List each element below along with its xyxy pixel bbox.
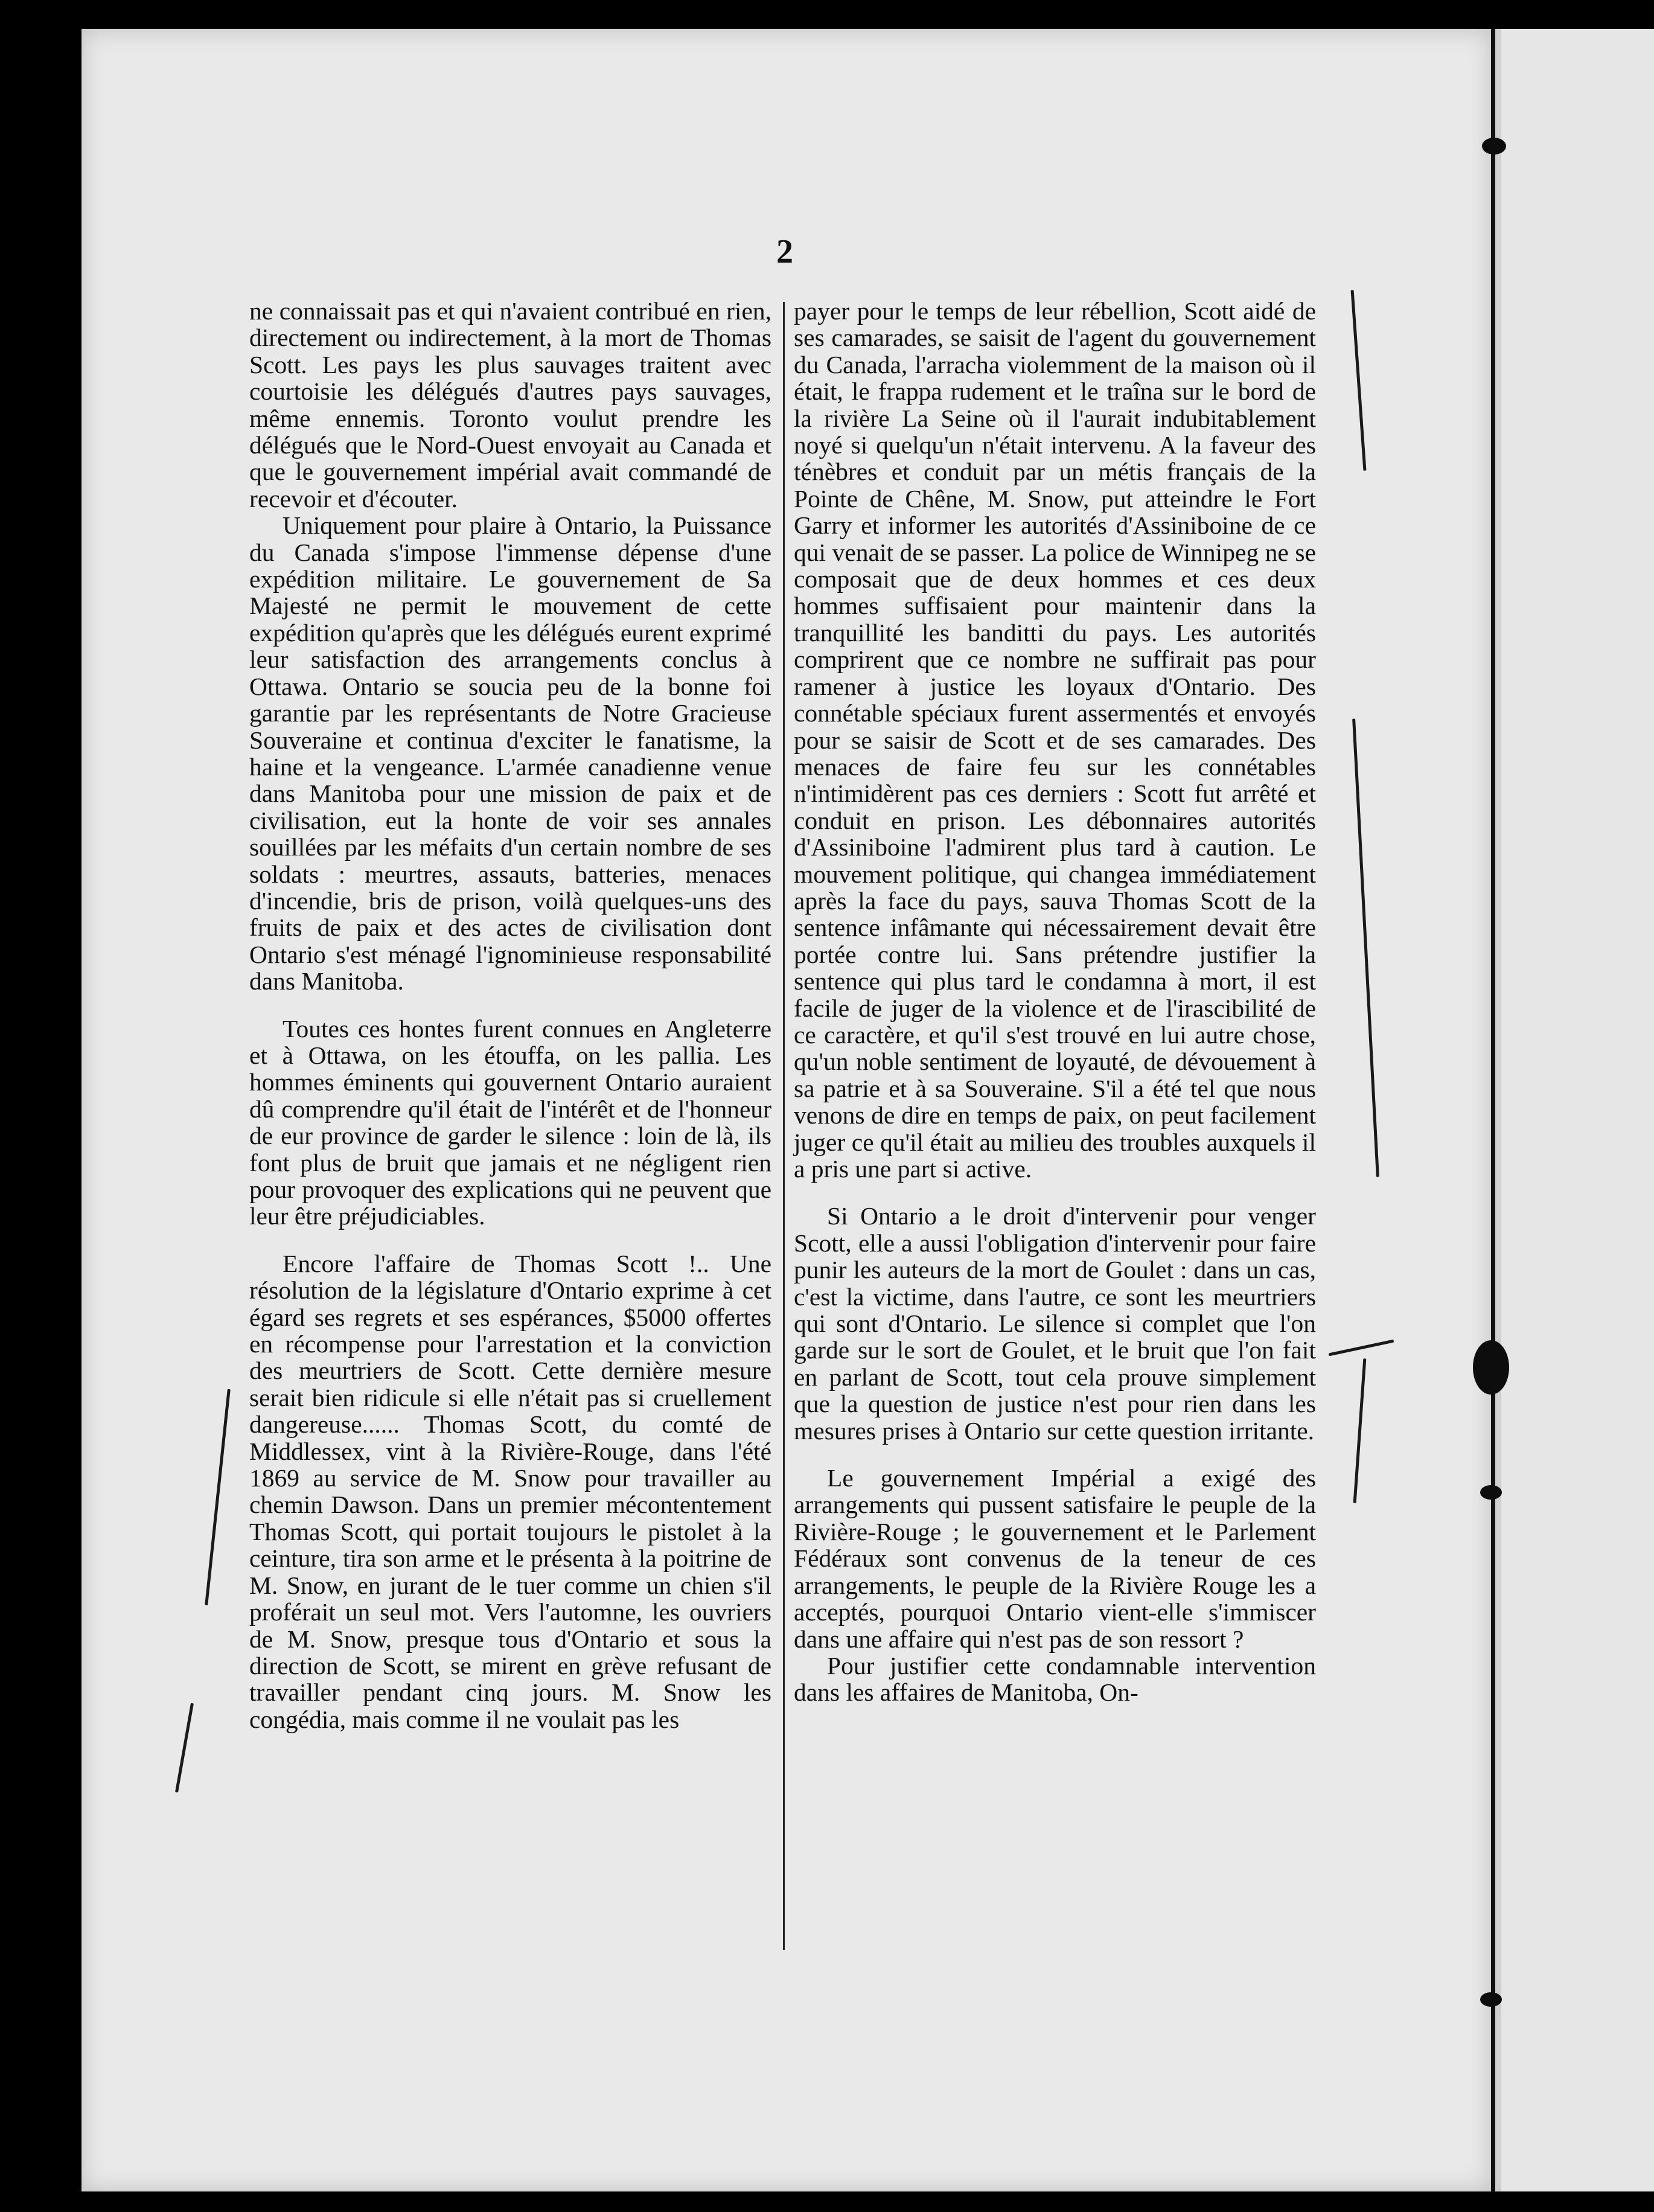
left-column (249, 298, 771, 1733)
right-column (794, 298, 1316, 1706)
binding-hole (1473, 1340, 1509, 1395)
paragraph: ne connaissait pas et qui n'avaient contribué en rien, directement ou indirectement, à la mort de Thomas Scott. Les pays les plus sauvages traitent avec courtoisie les délégués d'autres pays sauvages, même ennemis. Toronto voulut prendre les délégués que le Nord-Ouest envoyait au Canada et que le gouvernement impérial avait commandé de recevoir et d'écouter. (249, 297, 771, 513)
page-edge (1491, 29, 1495, 2191)
paragraph: Le gouvernement Impérial a exigé des arrangements qui pussent satisfaire le peuple de la Rivière-Rouge ; le gouvernement et le Parlement Fédéraux sont convenus de la teneur de ces arrangements, le peuple de la Rivière Rouge les a acceptés, pourquoi Ontario vient-elle s'immiscer dans une affaire qui n'est pas de son ressort ? (794, 1464, 1316, 1653)
paragraph: Uniquement pour plaire à Ontario, la Puissance du Canada s'impose l'immense dépense d'une expédition militaire. Le gouvernement de Sa Majesté ne permit le mouvement de cette expédition qu'après que les délégués eurent exprimé leur satisfaction des arrangements conclus à Ottawa. Ontario se soucia peu de la bonne foi garantie par les représentants de Notre Gracieuse Souveraine et continua d'exciter le fanatisme, la haine et la vengeance. L'armée canadienne venue dans Manitoba pour une mission de paix et de civilisation, eut la honte de voir ses annales souillées par les méfaits d'un certain nombre de ses soldats : meurtres, assauts, batteries, menaces d'incendie, bris de prison, voilà quelques-uns des fruits de paix et des actes de civilisation dont Ontario s'est ménagé l'ignominieuse responsabilité dans Manitoba. (249, 511, 771, 996)
adjacent-page-margin (1495, 29, 1654, 2191)
binding-hole (1480, 1992, 1502, 2007)
binding-hole (1480, 1485, 1502, 1500)
paragraph: Pour justifier cette condamnable intervention dans les affaires de Manitoba, On- (794, 1651, 1316, 1707)
paragraph: Encore l'affaire de Thomas Scott !.. Une résolution de la législature d'Ontario exprime à cet égard ses regrets et ses espérances, $5000 offertes en récompense pour l'arrestation et la conviction des meurtriers de Scott. Cette dernière mesure serait bien ridicule si elle n'était pas si cruellement dangereuse...... Thomas Scott, du comté de Middlessex, vint à la Rivière-Rouge, dans l'été 1869 au service de M. Snow pour travailler au chemin Dawson. Dans un premier mécontentement Thomas Scott, qui portait toujours le pistolet à la ceinture, tira son arme et le présenta à la poitrine de M. Snow, en jurant de le tuer comme un chien s'il proférait un seul mot. Vers l'automne, les ouvriers de M. Snow, presque tous d'Ontario et sous la direction de Scott, se mirent en grève refusant de travailler pendant cinq jours. M. Snow les congédia, mais comme il ne voulait pas les (249, 1249, 771, 1733)
paragraph: Si Ontario a le droit d'intervenir pour venger Scott, elle a aussi l'obligation d'intervenir pour faire punir les auteurs de la mort de Goulet : dans un cas, c'est la victime, dans l'autre, ce sont les meurtriers qui sont d'Ontario. Le silence si complet que l'on garde sur le sort de Goulet, et le bruit que l'on fait en parlant de Scott, tout cela prouve simplement que la question de justice n'est pour rien dans les mesures prises à Ontario sur cette question irritante. (794, 1202, 1316, 1445)
paragraph: payer pour le temps de leur rébellion, Scott aidé de ses camarades, se saisit de l'agent du gouvernement du Canada, l'arracha violemment de la maison où il était, le frappa rudement et le traîna sur le bord de la rivière La Seine où il l'aurait indubitablement noyé si quelqu'un n'était intervenu. A la faveur des ténèbres et conduit par un métis français de la Pointe de Chêne, M. Snow, put atteindre le Fort Garry et informer les autorités d'Assiniboine de ce qui venait de se passer. La police de Winnipeg ne se composait que de deux hommes et ces deux hommes suffisaient pour maintenir dans la tranquillité les banditti du pays. Les autorités comprirent que ce nombre ne suffirait pas pour ramener à justice les loyaux d'Ontario. Des connétable spéciaux furent assermentés et envoyés pour se saisir de Scott et de ses camarades. Des menaces de faire feu sur les connétables n'intimidèrent pas ces derniers : Scott fut arrêté et conduit en prison. Les débonnaires autorités d'Assiniboine l'admirent plus tard à caution. Le mouvement politique, qui changea immédiatement après la face du pays, sauva Thomas Scott de la sentence infâmante qui nécessairement devait être portée contre lui. Sans prétendre justifier la sentence qui plus tard le condamna à mort, il est facile de juger de la violence et de l'irascibilité de ce caractère, et qu'il s'est trouvé en lui autre chose, qu'un noble sentiment de loyauté, de dévouement à sa patrie et à sa Souveraine. S'il a été tel que nous venons de dire en temps de paix, on peut facilement juger ce qu'il était au milieu des troubles auxquels il a pris une part si active. (794, 297, 1316, 1183)
column-divider (783, 302, 785, 1950)
paragraph: Toutes ces hontes furent connues en Angleterre et à Ottawa, on les étouffa, on les pallia. Les hommes éminents qui gouvernent Ontario auraient dû comprendre qu'il était de l'intérêt et de l'honneur de eur province de garder le silence : loin de là, ils font plus de bruit que jamais et ne négligent rien pour provoquer des explications qui ne peuvent que leur être préjudiciables. (249, 1014, 771, 1230)
page-number: 2 (776, 233, 793, 270)
binding-hole (1482, 138, 1506, 155)
